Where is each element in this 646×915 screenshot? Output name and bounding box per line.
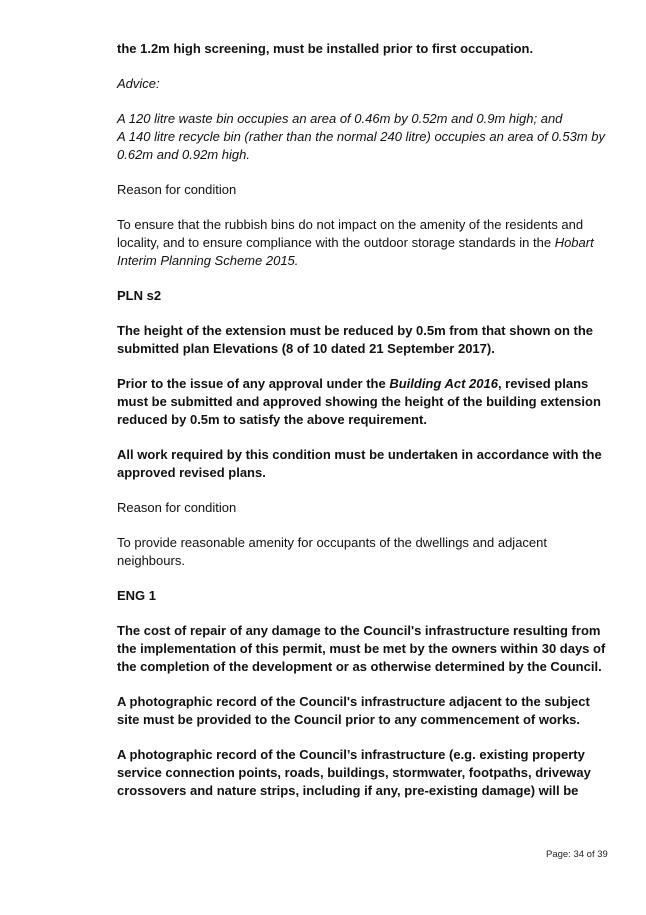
- advice-text: [117, 110, 612, 164]
- pln-s2-p2-before: Prior to the issue of any approval under the: [117, 376, 390, 391]
- reason-label-2: Reason for condition: [117, 500, 237, 515]
- reason-label-1: Reason for condition: [117, 182, 237, 197]
- pln-s2-paragraph-2: [117, 375, 612, 429]
- page-number: Page: 34 of 39: [546, 849, 608, 860]
- heading-pln-s2: PLN s2: [117, 288, 162, 303]
- eng-1-paragraph-2: A photographic record of the Council's infrastructure adjacent to the subject site must be provided to the Council prior to any commencement of works.: [117, 694, 590, 727]
- paragraph-screening: the 1.2m high screening, must be installed prior to first occupation.: [117, 41, 534, 56]
- building-act-ref: Building Act 2016: [389, 376, 498, 391]
- reason-1-body: To ensure that the rubbish bins do not impact on the amenity of the residents and locality, and to ensure compliance with the outdoor storage standards in the: [117, 217, 584, 250]
- pln-s2-paragraph-3: All work required by this condition must be undertaken in accordance with the approved revised plans.: [117, 447, 602, 480]
- advice-line-2: A 140 litre recycle bin (rather than the normal 240 litre) occupies an area of 0.53m by 0.62m and 0.92m high.: [117, 129, 605, 162]
- document-body: [117, 40, 612, 817]
- advice-label: Advice:: [117, 76, 160, 91]
- heading-eng-1: ENG 1: [117, 588, 157, 603]
- eng-1-paragraph-3: A photographic record of the Council’s infrastructure (e.g. existing property service connection points, roads, buildings, stormwater, footpaths, driveway crossovers and nature strips, including if any, pre-existing damage) will be: [117, 747, 591, 798]
- reason-1-text: [117, 216, 612, 270]
- advice-line-1: A 120 litre waste bin occupies an area of 0.46m by 0.52m and 0.9m high; and: [117, 111, 563, 126]
- reason-2-text: To provide reasonable amenity for occupants of the dwellings and adjacent neighbours.: [117, 535, 547, 568]
- pln-s2-paragraph-1: The height of the extension must be reduced by 0.5m from that shown on the submitted plan Elevations (8 of 10 dated 21 September 2017).: [117, 323, 593, 356]
- reason-1-scheme: Hobart Interim Planning Scheme 2015.: [117, 235, 594, 268]
- eng-1-paragraph-1: The cost of repair of any damage to the Council's infrastructure resulting from the implementation of this permit, must be met by the owners within 30 days of the completion of the development or as otherwise determined by the Council.: [117, 623, 606, 674]
- pln-s2-p2-after: , revised plans must be submitted and approved showing the height of the building extension reduced by 0.5m to satisfy the above requirement.: [117, 376, 601, 427]
